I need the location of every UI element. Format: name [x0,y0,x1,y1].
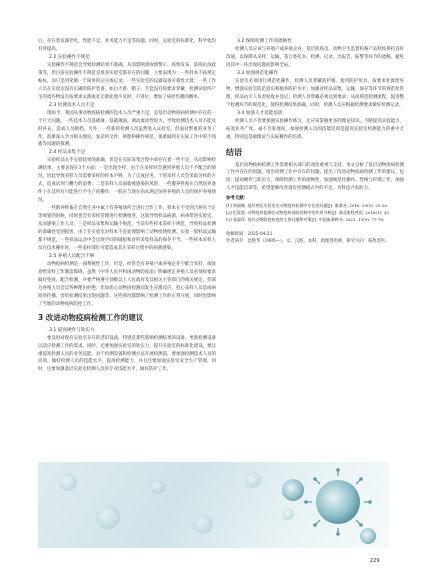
section-heading: 3.3 加强规范化操作 [237,70,278,76]
page-number: 229 [370,558,380,564]
references-heading: 参考文献： [226,196,249,202]
paragraph: 现如今，我国从事动物疫病检测的技术人员严重不足，是基层动物疫病检测中存在的一个巨大问题。一些技术人员基础薄，基础薄弱，调动流动性很大，导致检测技术人员不能及时补充，造成人员断档。另外，一些新的检测人员虽然进入实验室，但面对繁重的业务工作，很难深入学习相关理论，复杂的文件、规程和操作规范，很难做到在实际工作中的不熟悉等问题的探测。 [38,110,216,148]
paragraph: 实验样品关乎实验结果的准确，但是在实际采集过程中却存在着一些不足，从而影响检测结果，主要表现在3个方面：一是出现少样，由于在采样时会遇到养殖人员不予配合的情况，因此导致采样人员需要采样的样本不够，为了完成任务，个别采样人员会采取分样的方式，造成试剂与糟力的浪费；二是采样人员面临被感染的风险，一些散养牲畜在自然饲养条件下在其所有可能进行不生产的操作，一般应与现在尚未满足饲养养殖的人员的保护养殖情况。 [38,158,216,204]
article-meta [226,231,404,246]
section-heading: 2.4 样品采集不足 [49,150,86,156]
conclusion-heading: 结语 [226,147,242,157]
virus-microscopy-illustration [38,462,389,548]
virus-illustration-image [38,462,389,548]
chapter-heading: 3 改进动物疫病检测工作的建议 [38,312,144,322]
right-column [226,38,404,245]
reference-item: [3] 张淑萍. 基层动物防疫检疫的主要问题和对策[J]. 中国畜禽种业, 2021, 17(9): 77-78. [226,216,385,222]
reference-item: [2] 纪爱莲. 动物疫病监测在动物疫病预防控制中的作用分析[J]. 湖北畜牧兽医, 2018(1): 33. [226,209,391,215]
section-heading: 3.2 保障检测工作的流畅性 [237,39,292,44]
paragraph: 基层动物疫病检测工作需要相关部门的高度重视与支持。本文分析了基层动物疫病检测工作中存在的问题，指出检测工作中存在的问题，提出了改进动物疫病检测工作的建议，包括：提高硬件与软实力、保障检测工作的流畅性、加强规范化操作、性格与护理工作，加强人才技能培训等，希望能够改善现有检测模式中的不足，为科技兴农助力。 [226,162,404,192]
paragraph: 后，存在着仪器老化、性能不足、业务能力不足等问题。同时，实验室的标准化、科学化均有待提高。 [38,39,216,52]
paragraph: 要及时对现有实验室存在的老旧设备，特别是那些影响检测结果的设备。更新检测设备以适应检测工作的需求。同时，还要加强实验室的软实力，提升实验室的标准化建设，要注重提高检测人员的业务技能，对于检测设备和检测方法开展检测前，要加强检测技术人员的培训，做好检测人员的技能水平，提高检测能力，并且还要加强实验室安全生产管理，同时，还要加强基层实验室检测人员的专业技能水平，做好防护工作。 [38,335,216,373]
left-column [38,38,216,374]
paragraph: 实验室必须进行规范化操作，检测人员穿戴防护服、使用防护用具，按要求处置废弃物，增强实验室防范意识和服务防护水平；加强对样品采集、运输、保存等环节的规范化管理，样品由专人负责验收并登记；检测人员穿戴必须达到要求；从而规范检测流程，促进整个检测环节的规范化，使得检测结果准确，同时，检测人员应根据检测要求做好检测记录。 [226,78,404,108]
section-heading: 2.3 检测技术人员不足 [49,102,95,108]
section-heading: 2.5 养殖人员配合不够 [49,253,95,259]
paragraph: 一些散养牲畜在自然生养中属于有养殖场所合进行合作工作，样本在不受到合规有个定等规划的时候，同时也会有采样管理进行检测推进，这就导致样品病菌、病毒带进实验室，从而感染工作人员；三是样品采集和运输不规范，当前有些样本采样不规范，导致样品检测的准确性受到损害，由于在实验室对样本不良处理影响了动物疫情检测、实验一般样品运输都不规范，一些样品运动中会出现不同的破损和对所采集样品的保存不当。一些样本采样人员在技术操作时，一些采样部位可能造成其在采样过程中的病菌感染。 [38,206,216,251]
section-heading: 2.2 实验操作不规范 [49,54,90,60]
paragraph: 实验操作不规范会导致检测结果不准确，从而影响到疫情警示、疫情发布、防疫抗疫政策等，但目前实验操作不规范是很多实验室都存在的问题，主要表现为：一些样本不按规定帖标，而只是用笔做一个简单的记号或记录；一些实验室的仪器设备可靠性太低；一些工作人员在实验室没有正确的防护装备，如白大褂、帽子、手套没有按要求穿戴；检测试验所产生的废弃物没有按要求灭菌或者无菌处理不及时、不到位，增加了病原传播的概率。 [38,62,216,100]
author-bio: 作者简介：沈艳华（1995—），女，汉族，本科，助理兽医师，研究方向：畜牧兽医。 [226,238,390,244]
section-heading: 3.4 加强人才技能培训 [237,110,283,116]
paragraph: 动物疫病检测是一项系统性工作，但是，经常会有养殖户或养殖企业不配合采样，或故意给采样工作制造障碍。虽然《中华人民共和国动物防疫法》明确规定养殖人员必须按要求做好免疫、配合检测，并要严格遵守县级以上人民政府及其相关主管部门的相关规定。但部分养殖人员会以各种理由拒绝；比如担心动物因检测而发生应激反应、担心采样人员造成病原的传播、害怕检测结果出现问题等。这些情况都影响了检测工作的正常开展，同时也影响了当地的动物疫病防控工作。 [38,261,216,307]
paragraph: 检测人员不但要加强实验操作练习，还应该掌握更多的理论知识。不断提高实验能力，拓宽业务广度。毫不夸张地说，加强检测人员的技能培训是提高实验室检测能力的重中之重，特别是基础理论与实际操作的培训。 [226,118,404,140]
received-date: 收稿时间：2025-04-22 [226,231,273,237]
paragraph: 检测人员应该与养殖户或养殖企业、基层防疫员、动物卫生监督和畜产品检疫保持良好沟通，以保障从采样、运输、签订委托书、检测、记录、出报告、报警等环节的流畅，避免因其中一环出现问题而影响全局。 [226,47,404,68]
section-heading: 3.1 提高硬件与软实力 [49,327,95,333]
reference-item: [1] 黄丽娜. 基层兽医实验室在动物疫病检测中存在的问题[J]. 畜禽业, 2018, 29(9): 25-26. [226,202,389,208]
